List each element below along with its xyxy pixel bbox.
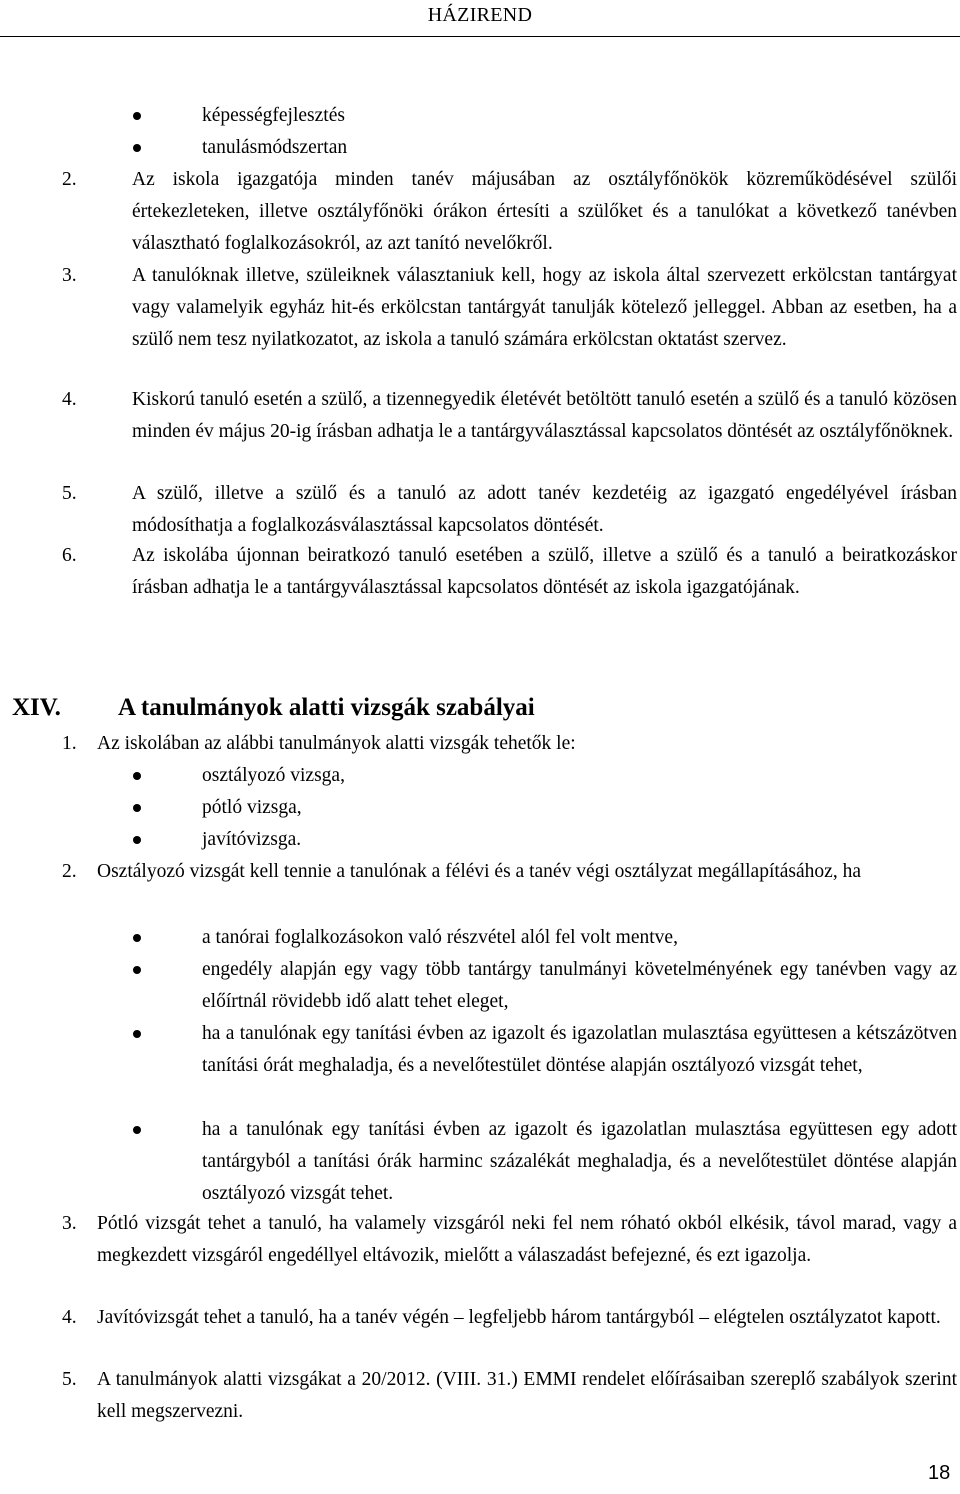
list-item-text: Az iskolában az alábbi tanulmányok alatti vizsgák tehetők le: (97, 733, 576, 754)
condition-text: ha a tanulónak egy tanítási évben az igazolt és igazolatlan mulasztása együttesen a kétszázötven tanítási órát meghaladja, és a nevelőtestület döntése alapján osztályozó vizsgát tehet, (202, 1023, 957, 1076)
list-item-number: 2. (62, 169, 77, 190)
bullet-dot (133, 772, 141, 780)
list-item-number: 3. (62, 1213, 77, 1234)
bullet-dot (133, 836, 141, 844)
list-item-text: Osztályozó vizsgát kell tennie a tanulónak a félévi és a tanév végi osztályzat megállapításához, ha (97, 861, 861, 882)
top-bullet-text: tanulásmódszertan (202, 137, 348, 158)
list-item-number: 2. (62, 861, 77, 882)
list-item-text: A tanulmányok alatti vizsgákat a 20/2012. (VIII. 31.) EMMI rendelet előírásaiban szereplő szabályok szerint kell megszervezni. (97, 1369, 957, 1422)
header-divider (0, 36, 960, 37)
page-header-title: HÁZIREND (427, 4, 533, 26)
section-number: XIV. (12, 694, 61, 721)
condition-text: engedély alapján egy vagy több tantárgy tanulmányi követelményének egy tanévben vagy az előírtnál rövidebb idő alatt tehet eleget, (202, 959, 957, 1012)
bullet-dot (133, 804, 141, 812)
list-item-text: Pótló vizsgát tehet a tanuló, ha valamely vizsgáról neki fel nem róható okból elkésik, távol marad, vagy a megkezdett vizsgáról engedéllyel eltávozik, mielőtt a válaszadást befejezné, és ezt igazolja. (97, 1213, 957, 1266)
exam-type-text: pótló vizsga, (202, 797, 302, 818)
list-item-text: Kiskorú tanuló esetén a szülő, a tizennegyedik életévét betöltött tanuló esetén a szülő és a tanuló közösen minden év május 20-ig írásban adhatja le a tantárgyválasztással kapcsolatos döntését az osztályfőnöknek. (132, 389, 957, 442)
list-item-number: 4. (62, 389, 77, 410)
bullet-dot (133, 934, 141, 942)
condition-text: a tanórai foglalkozásokon való részvétel alól fel volt mentve, (202, 927, 678, 948)
bullet-dot (133, 1126, 141, 1134)
bullet-dot (133, 112, 141, 120)
list-item-text: Javítóvizsgát tehet a tanuló, ha a tanév végén – legfeljebb három tantárgyból – elégtelen osztályzatot kapott. (97, 1307, 941, 1328)
list-item-text: Az iskola igazgatója minden tanév májusában az osztályfőnökök közreműködésével szülői értekezleteken, illetve osztályfőnöki órákon értesíti a szülőket és a tanulókat a következő tanévben választható foglalkozásokról, az azt tanító nevelőkről. (132, 169, 957, 254)
list-item-number: 3. (62, 265, 77, 286)
list-item-number: 5. (62, 483, 77, 504)
list-item-number: 5. (62, 1369, 77, 1390)
list-item-number: 1. (62, 733, 77, 754)
top-bullet-text: képességfejlesztés (202, 105, 345, 126)
list-item-text: A szülő, illetve a szülő és a tanuló az adott tanév kezdetéig az igazgató engedélyével írásban módosíthatja a foglalkozásválasztással kapcsolatos döntését. (132, 483, 957, 536)
section-title: A tanulmányok alatti vizsgák szabályai (118, 694, 535, 721)
bullet-dot (133, 1030, 141, 1038)
exam-type-text: osztályozó vizsga, (202, 765, 345, 786)
list-item-number: 6. (62, 545, 77, 566)
bullet-dot (133, 966, 141, 974)
page-number: 18 (928, 1462, 951, 1484)
list-item-text: A tanulóknak illetve, szüleiknek választaniuk kell, hogy az iskola által szervezett erkölcstan tantárgyat vagy valamelyik egyház hit-és erkölcstan tantárgyát tanulják kötelező jelleggel. Abban az esetben, ha a szülő nem tesz nyilatkozatot, az iskola a tanuló számára erkölcstan oktatást szervez. (132, 265, 957, 350)
list-item-text: Az iskolába újonnan beiratkozó tanuló esetében a szülő, illetve a szülő és a tanuló a beiratkozáskor írásban adhatja le a tantárgyválasztással kapcsolatos döntését az iskola igazgatójának. (132, 545, 957, 598)
bullet-dot (133, 144, 141, 152)
condition-text: ha a tanulónak egy tanítási évben az igazolt és igazolatlan mulasztása együttesen egy adott tantárgyból a tanítási órák harminc százalékát meghaladja, és a nevelőtestület döntése alapján osztályozó vizsgát tehet. (202, 1119, 957, 1204)
exam-type-text: javítóvizsga. (202, 829, 302, 850)
list-item-number: 4. (62, 1307, 77, 1328)
